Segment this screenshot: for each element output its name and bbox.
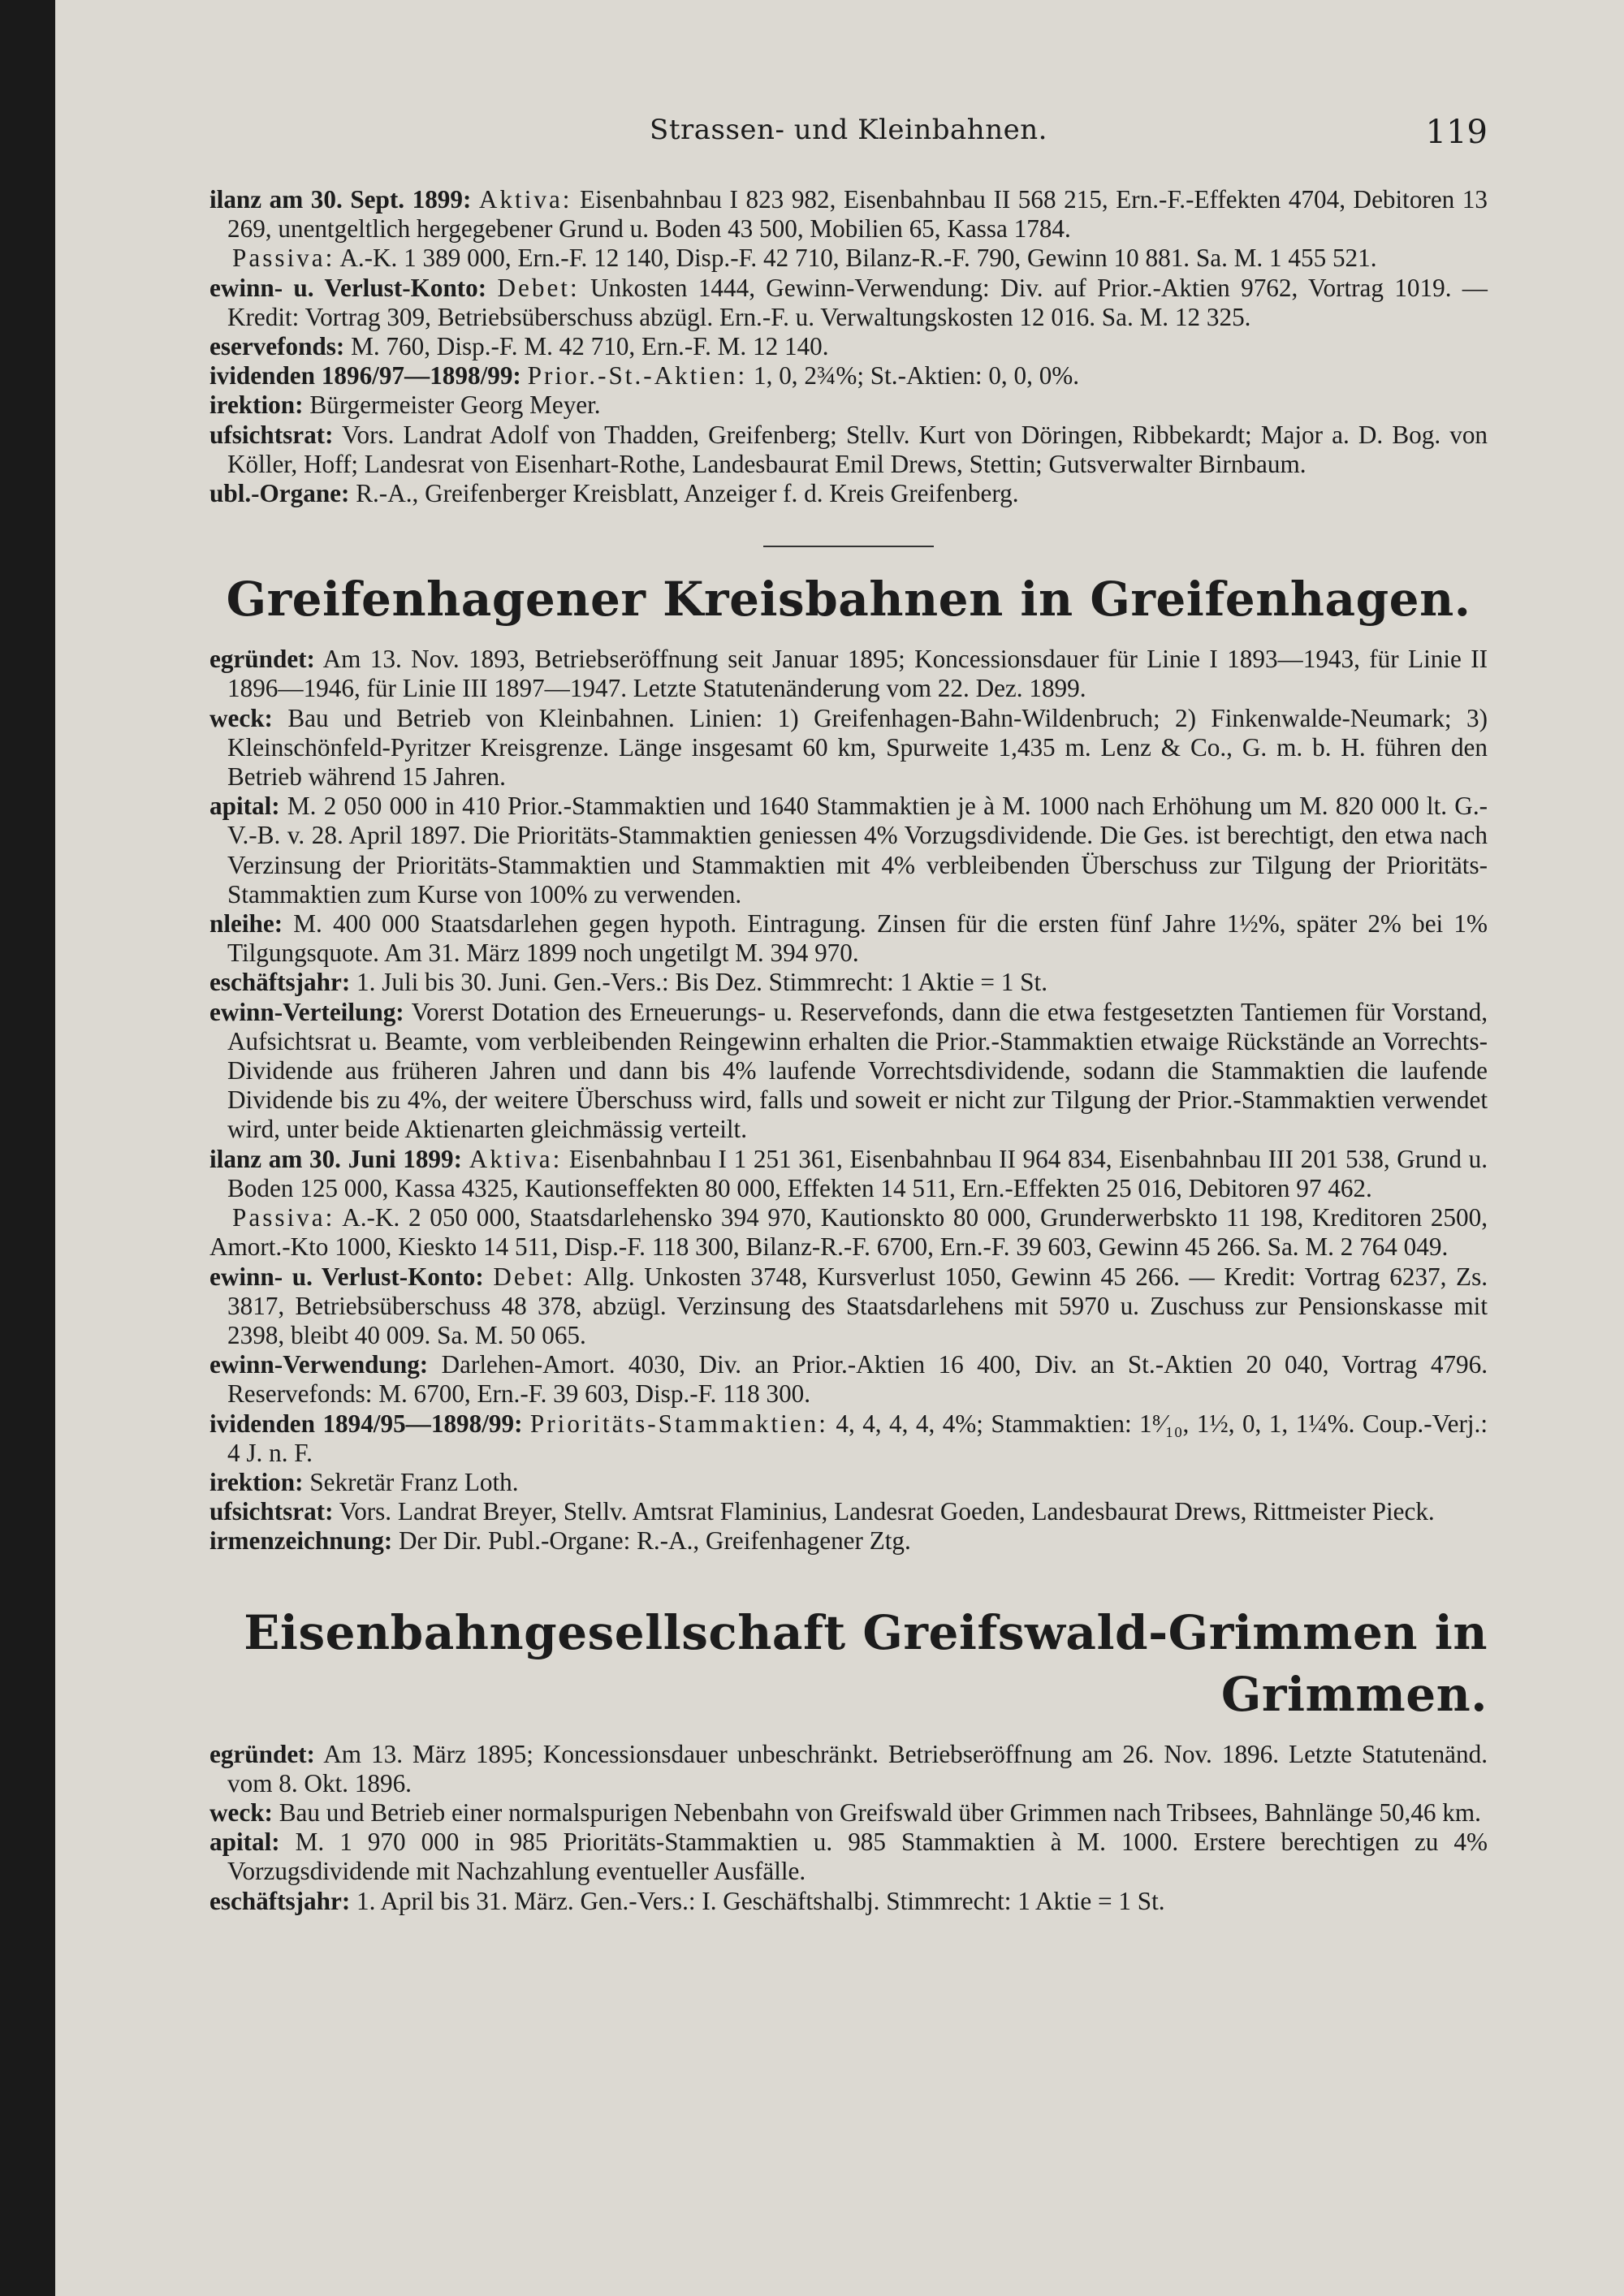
entry	[209, 1145, 1488, 1203]
company-2-title: Greifenhagener Kreisbahnen in Greifenhagen.	[226, 572, 1471, 628]
entry-label: ewinn-Verwendung:	[209, 1350, 429, 1379]
entry-label: irmenzeichnung:	[209, 1526, 393, 1556]
entry-text: Am 13. März 1895; Koncessionsdauer unbeschränkt. Betriebseröffnung am 26. Nov. 1896. Letzte Statutenänd. vom 8. Okt. 1896.	[227, 1739, 1488, 1798]
entry-label: ilanz am 30. Juni 1899:	[209, 1144, 463, 1173]
entry	[209, 244, 1488, 273]
entry	[209, 1350, 1488, 1409]
entry-label: nleihe:	[209, 909, 283, 939]
entry-text: R.-A., Greifenberger Kreisblatt, Anzeiger f. d. Kreis Greifenberg.	[356, 479, 1019, 508]
entry-label: ividenden 1896/97—1898/99:	[209, 361, 521, 391]
entry	[209, 1740, 1488, 1798]
entry-text: Darlehen-Amort. 4030, Div. an Prior.-Aktien 16 400, Div. an St.-Aktien 20 040, Vortrag 4796. Reservefonds: M. 6700, Ern.-F. 39 603, Disp.-F. 118 300.	[227, 1350, 1488, 1409]
entry-label: ividenden 1894/95—1898/99:	[209, 1409, 523, 1438]
entry-spaced-label: Aktiva:	[469, 1144, 563, 1173]
entry-text: M. 760, Disp.-F. M. 42 710, Ern.-F. M. 12 140.	[351, 332, 829, 361]
page	[55, 0, 1624, 2296]
entry-text: Vors. Landrat Adolf von Thadden, Greifenberg; Stellv. Kurt von Döringen, Ribbekardt; Major a. D. Bog. von Köller, Hoff; Landesrat von Eisenhart-Rothe, Landesbaurat Emil Drews, Stettin; Gutsverwalter Birnbaum.	[227, 420, 1488, 478]
company-3-title: Eisenbahngesellschaft Greifswald-Grimmen in Grimmen.	[244, 1604, 1488, 1722]
entry	[209, 909, 1488, 968]
entry	[209, 645, 1488, 703]
section-company-2	[209, 645, 1488, 1556]
entry-text: Unkosten 1444, Gewinn-Verwendung: Div. auf Prior.-Aktien 9762, Vortrag 1019. — Kredit: Vortrag 309, Betriebsüberschuss abzügl. Ern.-F. u. Verwaltungskosten 12 016. Sa. M. 12 325.	[227, 273, 1488, 331]
entry-text: Allg. Unkosten 3748, Kursverlust 1050, Gewinn 45 266. — Kredit: Vortrag 6237, Zs. 3817, Betriebsüberschuss 48 378, abzügl. Verzinsung des Staatsdarlehens mit 5970 u. Zuschuss zur Pensionskasse mit 2398, bleibt 40 009. Sa. M. 50 065.	[227, 1262, 1488, 1349]
entry-spaced-label: Debet:	[497, 273, 580, 302]
entry	[209, 1203, 1488, 1262]
entry-label: eschäftsjahr:	[209, 968, 351, 997]
entry-text: M. 400 000 Staatsdarlehen gegen hypoth. Eintragung. Zinsen für die ersten fünf Jahre 1½%, später 2% bei 1% Tilgungsquote. Am 31. März 1899 noch ungetilgt M. 394 970.	[227, 909, 1488, 968]
entry	[209, 968, 1488, 997]
text-column	[209, 185, 1488, 1916]
entry-label: ewinn- u. Verlust-Konto:	[209, 1262, 484, 1291]
entry-label: ewinn-Verteilung:	[209, 997, 404, 1026]
entry	[209, 1497, 1488, 1526]
entry	[209, 792, 1488, 909]
entry-text: Der Dir. Publ.-Organe: R.-A., Greifenhagener Ztg.	[399, 1526, 911, 1556]
entry	[209, 704, 1488, 792]
entry	[209, 1262, 1488, 1351]
entry-text: Vorerst Dotation des Erneuerungs- u. Reservefonds, dann die etwa festgesetzten Tantiemen für Vorstand, Aufsichtsrat u. Beamte, vom verbleibenden Reingewinn erhalten die Prior.-Stammaktien etwaige Rückstände an Vorrechts-Dividende aus früheren Jahren und dann bis 4% laufende Vorrechtsdividende, sodann die Stammaktien die laufende Dividende bis zu 4%, der weitere Überschuss wird, falls und soweit er nicht zur Tilgung der Prior.-Stammaktien verwendet wird, unter beide Aktienarten gleichmässig verteilt.	[227, 997, 1488, 1144]
entry	[209, 421, 1488, 479]
entry-text: Bau und Betrieb von Kleinbahnen. Linien: 1) Greifenhagen-Bahn-Wildenbruch; 2) Finkenwalde-Neumark; 3) Kleinschönfeld-Pyritzer Kreisgrenze. Länge insgesamt 60 km, Spurweite 1,435 m. Lenz & Co., G. m. b. H. führen den Betrieb während 15 Jahren.	[227, 703, 1488, 792]
entry	[209, 274, 1488, 332]
entry-text: Sekretär Franz Loth.	[309, 1467, 519, 1496]
entry	[209, 1526, 1488, 1556]
entry-label: apital:	[209, 792, 280, 821]
entry-text: M. 1 970 000 in 985 Prioritäts-Stammaktien u. 985 Stammaktien à M. 1000. Erstere berechtigen zu 4% Vorzugsdividende mit Nachzahlung eventueller Ausfälle.	[227, 1828, 1488, 1886]
entry-label: weck:	[209, 1798, 273, 1827]
entry-spaced-label: Aktiva:	[478, 185, 572, 214]
entry-text: Bau und Betrieb einer normalspurigen Nebenbahn von Greifswald über Grimmen nach Tribsees, Bahnlänge 50,46 km.	[279, 1798, 1481, 1827]
entry-label: egründet:	[209, 645, 315, 674]
entry-text: 1, 0, 2¾%; St.-Aktien: 0, 0, 0%.	[754, 361, 1080, 391]
entry	[209, 1798, 1488, 1828]
entry-text: 1. April bis 31. März. Gen.-Vers.: I. Geschäftshalbj. Stimmrecht: 1 Aktie = 1 St.	[356, 1886, 1165, 1915]
entry-label: egründet:	[209, 1739, 315, 1768]
entry	[209, 1828, 1488, 1886]
entry-text: Am 13. Nov. 1893, Betriebseröffnung seit Januar 1895; Koncessionsdauer für Linie I 1893—1943, für Linie II 1896—1946, für Linie III 1897—1947. Letzte Statutenänderung vom 22. Dez. 1899.	[227, 645, 1488, 703]
entry	[209, 1409, 1488, 1468]
entry-text: Eisenbahnbau I 1 251 361, Eisenbahnbau II 964 834, Eisenbahnbau III 201 538, Grund u. Boden 125 000, Kassa 4325, Kautionseffekten 80 000, Effekten 14 511, Ern.-Effekten 25 016, Debitoren 97 462.	[227, 1144, 1488, 1202]
entry-spaced-label: Debet:	[493, 1262, 576, 1291]
entry-label: eschäftsjahr:	[209, 1886, 351, 1915]
entry	[209, 185, 1488, 244]
entry-spaced-label: Passiva:	[232, 244, 335, 273]
entry-spaced-label: Passiva:	[232, 1203, 335, 1232]
entry-label: ubl.-Organe:	[209, 479, 350, 508]
running-title: Strassen- und Kleinbahnen.	[650, 114, 1047, 146]
entry-text: Vors. Landrat Breyer, Stellv. Amtsrat Flaminius, Landesrat Goeden, Landesbaurat Drews, Rittmeister Pieck.	[339, 1497, 1435, 1526]
entry	[209, 479, 1488, 508]
entry-text: Bürgermeister Georg Meyer.	[309, 391, 601, 420]
running-header	[209, 114, 1488, 162]
entry-label: ewinn- u. Verlust-Konto:	[209, 273, 487, 302]
section-divider	[763, 546, 934, 547]
entry-text: 1. Juli bis 30. Juni. Gen.-Vers.: Bis Dez. Stimmrecht: 1 Aktie = 1 St.	[356, 968, 1047, 997]
entry-text: Eisenbahnbau I 823 982, Eisenbahnbau II 568 215, Ern.-F.-Effekten 4704, Debitoren 13 269, unentgeltlich hergegebener Grund u. Boden 43 500, Mobilien 65, Kassa 1784.	[227, 185, 1488, 244]
entry	[209, 361, 1488, 391]
page-number: 119	[1425, 114, 1488, 151]
entry-label: irektion:	[209, 1467, 304, 1496]
entry-text: M. 2 050 000 in 410 Prior.-Stammaktien und 1640 Stammaktien je à M. 1000 nach Erhöhung um M. 820 000 lt. G.-V.-B. v. 28. April 1897. Die Prioritäts-Stammaktien geniessen 4% Vorzugsdividende. Die Ges. ist berechtigt, den etwa nach Verzinsung der Prioritäts-Stammaktien und Stammaktien mit 4% verbleibenden Überschuss zur Tilgung der Prioritäts-Stammaktien zum Kurse von 100% zu verwenden.	[227, 792, 1488, 908]
entry	[209, 1468, 1488, 1497]
entry	[209, 998, 1488, 1145]
book-binding-edge	[0, 0, 55, 2296]
entry-label: irektion:	[209, 391, 304, 420]
entry-spaced-label: Prioritäts-Stammaktien:	[529, 1409, 828, 1438]
section-company-3	[209, 1740, 1488, 1916]
entry-label: weck:	[209, 703, 273, 732]
entry-text: A.-K. 1 389 000, Ern.-F. 12 140, Disp.-F. 42 710, Bilanz-R.-F. 790, Gewinn 10 881. Sa. M. 1 455 521.	[339, 244, 1377, 273]
entry-label: ufsichtsrat:	[209, 1497, 334, 1526]
entry-label: eservefonds:	[209, 332, 345, 361]
entry-label: apital:	[209, 1828, 280, 1857]
entry	[209, 1887, 1488, 1916]
entry-label: ilanz am 30. Sept. 1899:	[209, 185, 472, 214]
entry-text: A.-K. 2 050 000, Staatsdarlehensko 394 970, Kautionskto 80 000, Grunderwerbskto 11 198, Kreditoren 2500, Amort.-Kto 1000, Kieskto 14 511, Disp.-F. 118 300, Bilanz-R.-F. 6700, Ern.-F. 39 603, Gewinn 45 266. Sa. M. 2 764 049.	[209, 1203, 1488, 1262]
entry	[209, 332, 1488, 361]
entry-text: 4, 4, 4, 4, 4%; Stammaktien: 1⁸⁄₁₀, 1½, 0, 1, 1¼%. Coup.-Verj.: 4 J. n. F.	[227, 1409, 1488, 1467]
entry	[209, 391, 1488, 420]
section-company-1	[209, 185, 1488, 508]
entry-spaced-label: Prior.-St.-Aktien:	[527, 361, 748, 391]
entry-label: ufsichtsrat:	[209, 420, 334, 449]
